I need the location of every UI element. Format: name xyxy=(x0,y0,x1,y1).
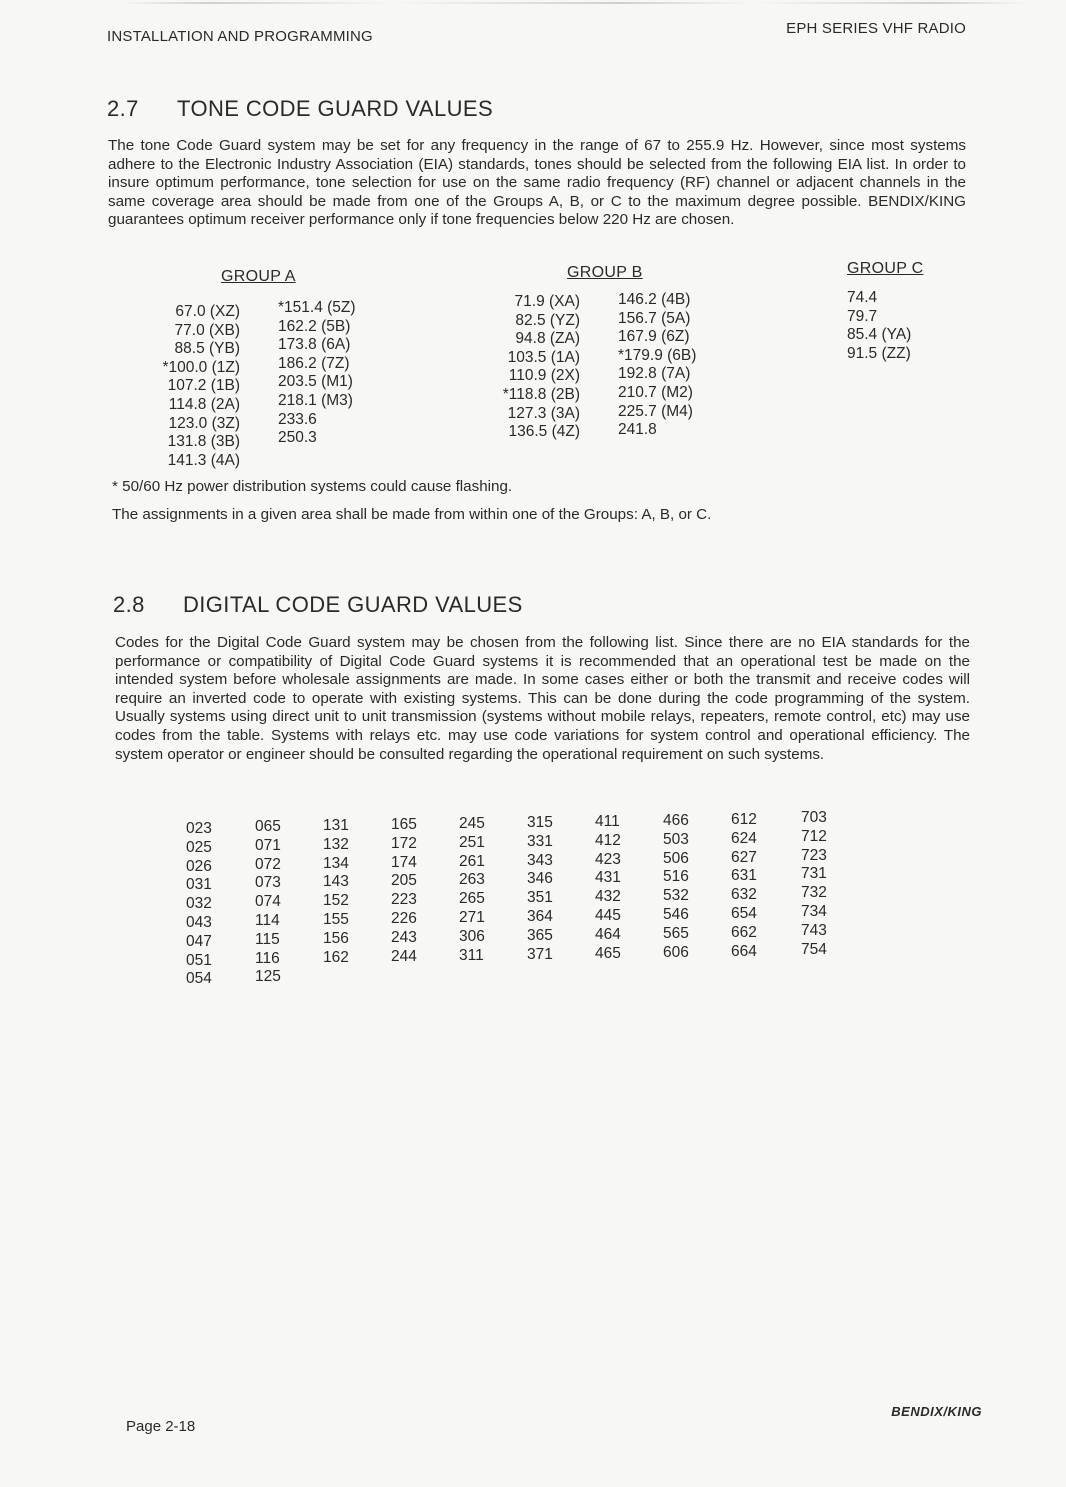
group-c-title: GROUP C xyxy=(847,260,924,277)
code-value: 506 xyxy=(663,849,689,867)
code-value: 565 xyxy=(663,924,689,942)
header-product-name: EPH SERIES VHF RADIO xyxy=(786,20,966,37)
tone-value: 91.5 (ZZ) xyxy=(847,344,911,362)
code-value: 032 xyxy=(186,895,212,913)
code-value: 172 xyxy=(391,834,417,852)
code-value: 423 xyxy=(595,850,621,868)
tone-value: *118.8 (2B) xyxy=(502,385,580,403)
group-c-column-1 xyxy=(847,289,911,363)
code-value: 412 xyxy=(595,831,621,849)
code-value: 165 xyxy=(391,816,417,833)
code-value: 315 xyxy=(527,814,553,831)
tone-value: *151.4 (5Z) xyxy=(278,299,356,316)
tone-value: *100.0 (1Z) xyxy=(162,358,240,376)
code-value: 244 xyxy=(391,947,417,965)
code-value: 023 xyxy=(186,820,212,837)
code-value: 156 xyxy=(323,929,349,947)
page-number: Page 2-18 xyxy=(126,1418,196,1435)
top-edge-line xyxy=(120,2,1026,4)
tone-value: 114.8 (2A) xyxy=(168,395,240,413)
code-value: 754 xyxy=(801,940,827,958)
code-value: 624 xyxy=(731,829,757,847)
tone-value: 131.8 (3B) xyxy=(167,433,240,451)
tone-value: 71.9 (XA) xyxy=(514,293,580,310)
code-value: 251 xyxy=(459,833,485,851)
code-value: 331 xyxy=(527,832,553,850)
digital-guard-paragraph xyxy=(115,634,970,764)
code-value: 054 xyxy=(186,970,212,988)
code-value: 364 xyxy=(527,907,553,925)
code-value: 116 xyxy=(255,949,280,967)
code-value: 026 xyxy=(186,857,212,875)
section-2-7-heading xyxy=(107,96,493,122)
section-title: DIGITAL CODE GUARD VALUES xyxy=(183,592,523,617)
tone-value: 167.9 (6Z) xyxy=(618,328,690,346)
code-value: 731 xyxy=(801,865,827,883)
tone-value: 127.3 (3A) xyxy=(507,404,580,422)
code-value: 074 xyxy=(255,893,281,911)
code-value: 612 xyxy=(731,811,757,828)
code-value: 131 xyxy=(323,817,349,834)
code-value: 411 xyxy=(595,813,620,830)
tone-value: 210.7 (M2) xyxy=(618,383,693,401)
tone-value: 233.6 xyxy=(278,410,317,428)
group-assignment-note: The assignments in a given area shall be made from within one of the Groups: A, B, or C. xyxy=(112,506,712,523)
code-value: 371 xyxy=(527,945,553,963)
code-value: 162 xyxy=(323,948,349,966)
tone-value: 186.2 (7Z) xyxy=(278,354,350,372)
tone-value: 94.8 (ZA) xyxy=(515,330,580,348)
tone-value: 88.5 (YB) xyxy=(174,340,240,358)
group-b-title: GROUP B xyxy=(567,264,643,281)
tone-value: 107.2 (1B) xyxy=(167,377,240,395)
code-value: 261 xyxy=(459,852,485,870)
code-column-7 xyxy=(595,813,621,963)
section-number: 2.7 xyxy=(107,96,139,121)
code-value: 464 xyxy=(595,925,621,943)
code-value: 503 xyxy=(663,830,689,848)
section-title: TONE CODE GUARD VALUES xyxy=(177,96,494,121)
tone-value: 146.2 (4B) xyxy=(618,291,691,308)
code-value: 712 xyxy=(801,827,827,845)
code-column-8 xyxy=(663,812,689,962)
header-section-title: INSTALLATION AND PROGRAMMING xyxy=(107,28,373,45)
code-value: 445 xyxy=(595,906,621,924)
code-value: 431 xyxy=(595,869,621,887)
tone-value: 79.7 xyxy=(847,307,878,325)
code-value: 243 xyxy=(391,928,417,946)
paragraph-text: Codes for the Digital Code Guard system may be chosen from the following list. Since there are no EIA standards for the performance or compatibility of Digital Code Guard systems it is recommended that an operational test be made on the intended system before wholesale assignments are made. In some cases either or both the transmit and receive codes will require an inverted code to operate with existing systems. This can be done during the code programming of the system. Usually systems using direct unit to unit transmission (systems without mobile relays, repeaters, remote control, etc) may use codes from the table. Systems with relays etc. may use code variations for system control and operational efficiency. The system operator or engineer should be consulted regarding the operational requirement on such systems. xyxy=(115,634,970,763)
code-value: 662 xyxy=(731,923,757,941)
code-value: 226 xyxy=(391,909,417,927)
tone-value: 82.5 (YZ) xyxy=(515,311,580,329)
code-value: 065 xyxy=(255,818,281,835)
flashing-footnote: * 50/60 Hz power distribution systems could cause flashing. xyxy=(112,478,513,495)
code-value: 343 xyxy=(527,851,553,869)
code-value: 346 xyxy=(527,870,553,888)
code-value: 072 xyxy=(255,855,281,873)
code-value: 043 xyxy=(186,913,212,931)
code-column-4 xyxy=(391,816,417,966)
code-value: 271 xyxy=(459,908,485,926)
code-value: 664 xyxy=(731,942,757,960)
code-value: 631 xyxy=(731,867,757,885)
code-value: 115 xyxy=(255,930,280,948)
code-value: 632 xyxy=(731,886,757,904)
code-column-1 xyxy=(186,820,212,989)
code-value: 365 xyxy=(527,926,553,944)
code-value: 025 xyxy=(186,838,212,856)
tone-value: 203.5 (M1) xyxy=(278,373,353,391)
code-value: 732 xyxy=(801,884,827,902)
code-value: 627 xyxy=(731,848,757,866)
code-value: 516 xyxy=(663,868,689,886)
code-value: 723 xyxy=(801,846,827,864)
code-value: 132 xyxy=(323,835,349,853)
tone-value: 162.2 (5B) xyxy=(278,317,351,335)
code-value: 743 xyxy=(801,921,827,939)
code-value: 703 xyxy=(801,809,827,826)
code-value: 532 xyxy=(663,887,689,905)
code-value: 143 xyxy=(323,873,349,891)
code-value: 152 xyxy=(323,892,349,910)
code-value: 174 xyxy=(391,853,417,871)
code-value: 051 xyxy=(186,951,212,969)
code-value: 432 xyxy=(595,888,621,906)
tone-value: 136.5 (4Z) xyxy=(508,423,580,441)
code-value: 245 xyxy=(459,815,485,832)
tone-value: 67.0 (XZ) xyxy=(175,303,240,320)
group-b-column-1 xyxy=(468,293,580,442)
code-value: 606 xyxy=(663,943,689,961)
code-value: 223 xyxy=(391,891,417,909)
group-a-column-1 xyxy=(128,303,240,470)
code-column-6 xyxy=(527,814,553,964)
tone-value: 225.7 (M4) xyxy=(618,402,693,420)
tone-value: 250.3 xyxy=(278,429,317,447)
code-value: 031 xyxy=(186,876,212,894)
tone-value: 77.0 (XB) xyxy=(174,321,240,339)
tone-value: 103.5 (1A) xyxy=(507,348,580,366)
tone-value: 123.0 (3Z) xyxy=(168,414,240,432)
group-a-title: GROUP A xyxy=(221,268,296,285)
code-column-10 xyxy=(801,809,827,959)
code-value: 546 xyxy=(663,905,689,923)
code-value: 311 xyxy=(459,946,484,964)
code-value: 351 xyxy=(527,889,553,907)
group-a-column-2 xyxy=(278,299,356,448)
code-value: 125 xyxy=(255,968,281,986)
tone-value: *179.9 (6B) xyxy=(618,346,697,364)
tone-guard-paragraph xyxy=(108,137,966,230)
code-value: 114 xyxy=(255,911,280,929)
group-b-column-2 xyxy=(618,291,696,440)
tone-value: 192.8 (7A) xyxy=(618,365,691,383)
section-number: 2.8 xyxy=(113,592,145,617)
paragraph-text: The tone Code Guard system may be set for any frequency in the range of 67 to 255.9 Hz. However, since most systems adhere to the Electronic Industry Association (EIA) standards, tones should be selected from the following EIA list. In order to insure optimum performance, tone selection for use on the same radio frequency (RF) channel or adjacent channels in the same coverage area should be made from one of the Groups A, B, or C to the maximum degree possible. BENDIX/KING guarantees optimum receiver performance only if tone frequencies below 220 Hz are chosen. xyxy=(108,137,966,229)
code-value: 306 xyxy=(459,927,485,945)
tone-value: 74.4 xyxy=(847,289,878,306)
code-value: 263 xyxy=(459,871,485,889)
code-value: 155 xyxy=(323,910,349,928)
code-value: 265 xyxy=(459,890,485,908)
section-2-8-heading xyxy=(113,592,523,618)
code-value: 134 xyxy=(323,854,349,872)
code-value: 465 xyxy=(595,944,621,962)
tone-value: 110.9 (2X) xyxy=(508,367,580,385)
code-value: 071 xyxy=(255,836,281,854)
code-value: 734 xyxy=(801,902,827,920)
code-value: 654 xyxy=(731,904,757,922)
tone-value: 85.4 (YA) xyxy=(847,326,912,344)
code-column-2 xyxy=(255,818,281,987)
code-value: 073 xyxy=(255,874,281,892)
tone-value: 218.1 (M3) xyxy=(278,391,353,409)
code-value: 047 xyxy=(186,932,212,950)
brand-logo-text: BENDIX/KING xyxy=(891,1404,982,1419)
code-value: 466 xyxy=(663,812,689,829)
tone-value: 173.8 (6A) xyxy=(278,336,351,354)
tone-value: 156.7 (5A) xyxy=(618,309,691,327)
code-value: 205 xyxy=(391,872,417,890)
tone-value: 241.8 xyxy=(618,421,657,439)
code-column-3 xyxy=(323,817,349,967)
tone-value: 141.3 (4A) xyxy=(167,451,240,469)
code-column-9 xyxy=(731,811,757,961)
code-column-5 xyxy=(459,815,485,965)
